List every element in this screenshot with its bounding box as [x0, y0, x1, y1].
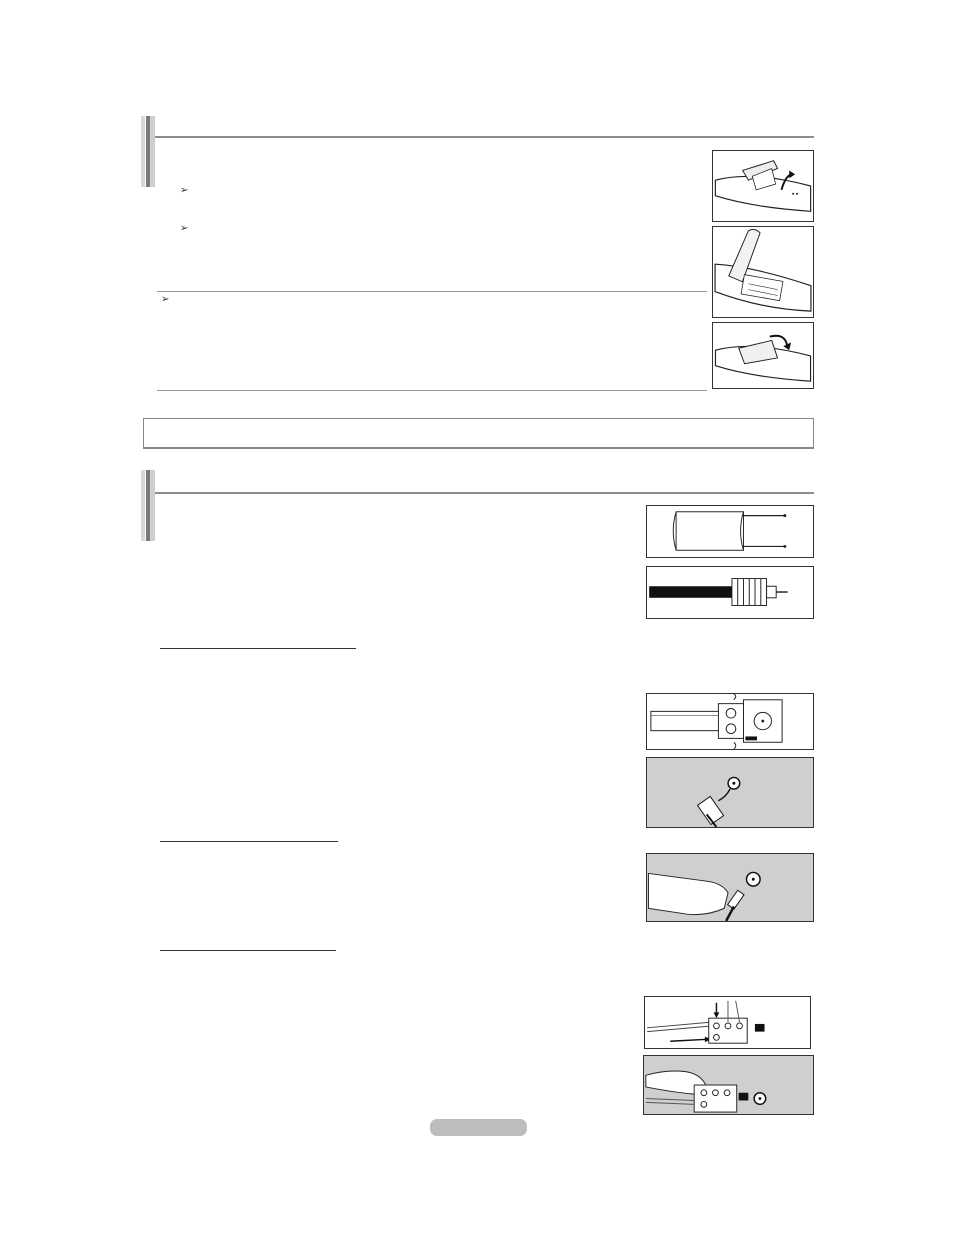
section2-marker-bar — [141, 470, 155, 541]
combiner-diagram-illustration — [644, 996, 811, 1049]
note-arrow-icon: ➢ — [180, 223, 189, 234]
remote-open-cover-illustration — [712, 150, 814, 222]
subheading-underline-3 — [160, 950, 336, 951]
subheading-underline-1 — [160, 648, 356, 649]
remote-batteries-illustration — [712, 226, 814, 318]
hand-plug-coax-illustration — [646, 853, 814, 922]
note-box-top-rule — [157, 291, 707, 292]
note-arrow-icon: ➢ — [161, 294, 170, 305]
subheading-underline-2 — [160, 841, 338, 842]
coaxial-cable-illustration — [646, 566, 814, 619]
note-arrow-icon: ➢ — [180, 185, 189, 196]
page-number-pill — [430, 1119, 527, 1136]
adapter-screw-illustration — [646, 693, 814, 750]
combiner-hand-illustration — [643, 1055, 814, 1115]
section1-marker-bar — [141, 116, 155, 187]
note-box — [143, 418, 814, 449]
section1-rule — [155, 136, 814, 138]
twin-lead-cable-illustration — [646, 505, 814, 558]
note-box-bottom-rule — [157, 390, 707, 391]
remote-close-cover-illustration — [712, 322, 814, 389]
section2-rule — [155, 492, 814, 494]
antenna-port-connection-illustration — [646, 757, 814, 828]
